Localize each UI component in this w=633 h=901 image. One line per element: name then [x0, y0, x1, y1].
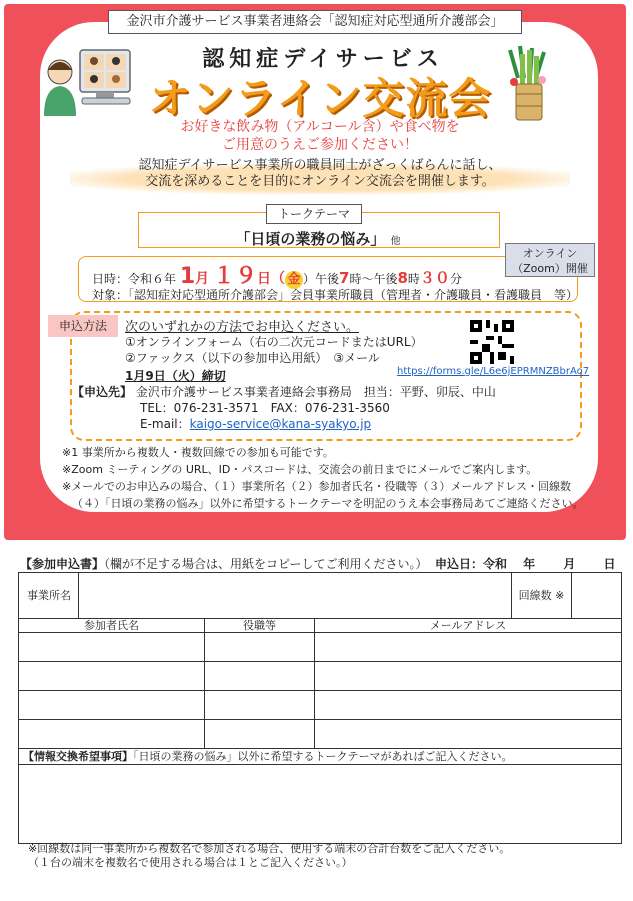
- footnote-line-1: ※回線数は同一事業所から複数名で参加される場合、使用する端末の合計台数をご記入ください。: [28, 842, 511, 855]
- topic-text: 「日頃の業務の悩み」: [235, 230, 386, 248]
- info-exchange-field[interactable]: [19, 765, 621, 843]
- date-label: 日時：令和６年: [92, 272, 177, 286]
- participant-email-field[interactable]: [315, 633, 621, 662]
- end-minute: ３０: [419, 269, 450, 287]
- date-month-unit: 月: [195, 271, 210, 287]
- participant-name-field[interactable]: [19, 720, 205, 749]
- apply-tag: 申込方法: [48, 315, 118, 337]
- contact-info: [72, 384, 496, 432]
- date-day-unit: 日（: [257, 271, 285, 287]
- event-description: [70, 158, 570, 190]
- form-url-link[interactable]: https://forms.gle/L6e6jEPRMNZBbrAo7: [397, 366, 590, 377]
- topic-main: [138, 228, 498, 249]
- application-date: 申込日：令和 年 月 日: [435, 557, 616, 571]
- description-line-1: 認知症デイサービス事業所の職員同士がざっくばらんに話し、: [138, 158, 502, 173]
- form-heading-note: （欄が不足する場合は、用紙をコピーしてご利用ください。）: [104, 557, 428, 571]
- online-badge: [505, 243, 595, 277]
- participant-role-field[interactable]: [205, 633, 315, 662]
- kadomatsu-icon: [504, 44, 552, 122]
- event-title: オンライン交流会: [148, 74, 492, 123]
- participant-role-field[interactable]: [205, 691, 315, 720]
- notes-list: [62, 444, 584, 512]
- online-line-1: オンライン: [522, 247, 578, 260]
- time-hour-unit: 時: [407, 272, 420, 286]
- time-prefix: ）午後: [303, 272, 340, 286]
- time-minute-unit: 分: [449, 272, 462, 286]
- lines-field[interactable]: [571, 573, 621, 619]
- note-item: ※メールでのお申込みの場合、（１）事業所名（２）参加者氏名・役職等（３）メールアドレス・回線数: [62, 480, 571, 493]
- date-day: １９: [212, 264, 257, 289]
- contact-tel-fax: TEL：076-231-3571 FAX：076-231-3560: [140, 401, 390, 415]
- apply-deadline: 1月9日（火）締切: [125, 369, 226, 383]
- column-header-role: 役職等: [205, 619, 315, 633]
- note-item: ※Zoom ミーティングの URL、ID・パスコードは、交流会の前日までにメールでご案内します。: [62, 463, 538, 476]
- topic-tag: トークテーマ: [266, 204, 362, 224]
- description-line-2: 交流を深めることを目的にオンライン交流会を開催します。: [145, 174, 495, 189]
- participant-email-field[interactable]: [315, 662, 621, 691]
- participant-role-field[interactable]: [205, 720, 315, 749]
- apply-lead: 次のいずれかの方法でお申込ください。: [125, 320, 360, 335]
- end-hour: 8: [397, 269, 408, 287]
- bring-line-2: ご用意のうえご参加ください！: [222, 137, 418, 153]
- lines-label: 回線数 ※: [511, 573, 571, 619]
- topic-suffix: 他: [390, 236, 401, 247]
- note-item: （４）「日頃の業務の悩み」以外に希望するトークテーマを明記のうえ本会事務局あてご連絡ください。: [72, 497, 584, 510]
- apply-method-2: ②ファックス（以下の参加申込用紙） ③メール: [125, 351, 380, 365]
- participant-name-field[interactable]: [19, 633, 205, 662]
- participant-role-field[interactable]: [205, 662, 315, 691]
- online-line-2: （Zoom）開催: [512, 262, 588, 275]
- start-hour: 7: [339, 269, 350, 287]
- online-meeting-illustration-icon: [40, 46, 132, 116]
- weekday-badge: 金: [285, 271, 303, 289]
- participant-name-field[interactable]: [19, 662, 205, 691]
- info-exchange-note: 「日頃の業務の悩み」以外に希望するトークテーマがあればご記入ください。: [133, 750, 513, 763]
- email-link[interactable]: kaigo-service@kana-syakyo.jp: [189, 417, 372, 431]
- qr-code-icon[interactable]: [470, 320, 514, 364]
- office-label: 事業所名: [19, 573, 79, 619]
- participant-name-field[interactable]: [19, 691, 205, 720]
- column-header-email: メールアドレス: [315, 619, 621, 633]
- time-mid: 時〜午後: [349, 272, 398, 286]
- column-header-name: 参加者氏名: [19, 619, 205, 633]
- info-exchange-label: [19, 749, 621, 765]
- date-month: 1: [179, 264, 196, 289]
- footnote-line-2: （１台の端末を複数名で使用される場合は１とご記入ください。）: [28, 856, 353, 869]
- bring-notice: [160, 118, 480, 154]
- participant-email-field[interactable]: [315, 720, 621, 749]
- note-item: ※1 事業所から複数人・複数回線での参加も可能です。: [62, 446, 334, 459]
- apply-method-1: ①オンラインフォーム（右の二次元コードまたはURL）: [125, 335, 423, 349]
- event-target: 対象：「認知症対応型通所介護部会」会員事業所職員（管理者・介護職員・看護職員 等）: [92, 288, 579, 302]
- form-footnote: [28, 842, 510, 870]
- form-heading-bold: 【参加申込書】: [20, 557, 105, 571]
- event-subtitle: 認知症デイサービス: [202, 47, 444, 72]
- contact-org: 金沢市介護サービス事業者連絡会事務局 担当：平野、卯辰、中山: [135, 385, 496, 399]
- application-form: [18, 572, 622, 844]
- organizer-label: 金沢市介護サービス事業者連絡会「認知症対応型通所介護部会」: [108, 10, 522, 34]
- contact-label: 【申込先】: [72, 385, 133, 399]
- info-exchange-bold: 【情報交換希望事項】: [23, 750, 133, 763]
- participant-email-field[interactable]: [315, 691, 621, 720]
- office-name-field[interactable]: [79, 573, 519, 619]
- email-label: E-mail：: [140, 417, 190, 431]
- bring-line-1: お好きな飲み物（アルコール含）や食べ物を: [180, 119, 460, 135]
